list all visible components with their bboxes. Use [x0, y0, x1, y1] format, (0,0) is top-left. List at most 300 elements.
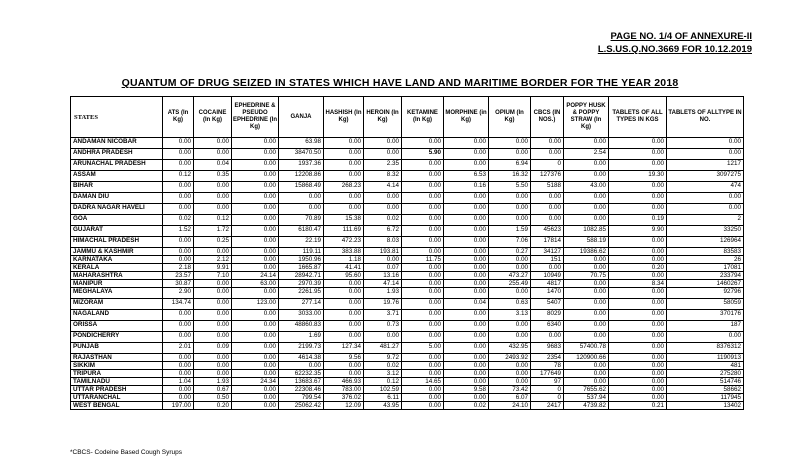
value-cell: 62232.35 — [279, 370, 324, 378]
value-cell: 0 — [531, 386, 564, 394]
footnote: *CBCS- Codeine Based Cough Syrups — [70, 449, 183, 456]
value-cell: 0.00 — [232, 332, 279, 343]
value-cell: 0.00 — [402, 321, 444, 332]
table-row — [71, 288, 744, 299]
value-cell: 1.04 — [163, 378, 194, 386]
value-cell: 0.00 — [609, 370, 667, 378]
value-cell: 0.00 — [444, 370, 489, 378]
table-row — [71, 160, 744, 171]
table-row — [71, 343, 744, 354]
value-cell: 466.93 — [324, 378, 364, 386]
value-cell: 117945 — [667, 394, 744, 402]
value-cell: 0.00 — [402, 160, 444, 171]
value-cell: 0.00 — [194, 182, 232, 193]
value-cell: 1937.36 — [279, 160, 324, 171]
value-cell: 0.00 — [564, 193, 609, 204]
value-cell: 0.00 — [232, 193, 279, 204]
value-cell: 275280 — [667, 370, 744, 378]
value-cell: 0.00 — [232, 204, 279, 215]
value-cell: 83583 — [667, 248, 744, 256]
value-cell: 0.00 — [609, 332, 667, 343]
column-header: TABLETS OF ALLTYPE IN NO. — [667, 97, 744, 138]
value-cell: 0.00 — [609, 149, 667, 160]
value-cell: 1.93 — [364, 288, 402, 299]
value-cell: 0.00 — [444, 226, 489, 237]
table-row — [71, 182, 744, 193]
state-name-cell: ANDHRA PRADESH — [71, 149, 163, 160]
value-cell: 0.00 — [609, 386, 667, 394]
value-cell: 0.00 — [667, 332, 744, 343]
value-cell: 0.00 — [444, 248, 489, 256]
value-cell: 0.00 — [163, 310, 194, 321]
value-cell: 2.54 — [564, 149, 609, 160]
value-cell: 111.69 — [324, 226, 364, 237]
value-cell: 0.00 — [402, 138, 444, 149]
value-cell: 0.00 — [609, 299, 667, 310]
value-cell: 0.00 — [564, 310, 609, 321]
value-cell: 0.00 — [232, 160, 279, 171]
table-row — [71, 193, 744, 204]
table-row — [71, 402, 744, 410]
state-name-cell: GUJARAT — [71, 226, 163, 237]
value-cell: 13402 — [667, 402, 744, 410]
table-row — [71, 264, 744, 272]
value-cell: 6.53 — [444, 171, 489, 182]
column-header: ATS (In Kg) — [163, 97, 194, 138]
value-cell: 0.00 — [232, 248, 279, 256]
value-cell: 1217 — [667, 160, 744, 171]
value-cell: 0.00 — [564, 370, 609, 378]
value-cell: 0.12 — [163, 171, 194, 182]
value-cell: 370176 — [667, 310, 744, 321]
value-cell: 0.00 — [163, 332, 194, 343]
value-cell: 2.90 — [163, 288, 194, 299]
value-cell: 9.58 — [444, 386, 489, 394]
value-cell: 0.00 — [194, 370, 232, 378]
value-cell: 0.04 — [194, 160, 232, 171]
value-cell: 0 — [531, 394, 564, 402]
value-cell: 0.00 — [163, 370, 194, 378]
value-cell: 0.00 — [444, 160, 489, 171]
value-cell: 6340 — [531, 321, 564, 332]
state-name-cell: MIZORAM — [71, 299, 163, 310]
value-cell: 0.00 — [194, 321, 232, 332]
value-cell: 0.00 — [402, 215, 444, 226]
value-cell: 0.20 — [194, 402, 232, 410]
value-cell: 0.00 — [531, 215, 564, 226]
value-cell: 0.00 — [564, 215, 609, 226]
value-cell: 0.00 — [232, 310, 279, 321]
value-cell: 0.00 — [609, 193, 667, 204]
value-cell: 2261.95 — [279, 288, 324, 299]
value-cell: 537.94 — [564, 394, 609, 402]
value-cell: 187 — [667, 321, 744, 332]
value-cell: 0.00 — [489, 193, 531, 204]
state-name-cell: KARNATAKA — [71, 256, 163, 264]
table-row — [71, 362, 744, 370]
value-cell: 0.00 — [324, 288, 364, 299]
value-cell: 47.14 — [364, 280, 402, 288]
value-cell: 17814 — [531, 237, 564, 248]
value-cell: 26 — [667, 256, 744, 264]
table-row — [71, 310, 744, 321]
value-cell: 6.07 — [489, 394, 531, 402]
value-cell: 17081 — [667, 264, 744, 272]
value-cell: 0.00 — [564, 288, 609, 299]
value-cell: 0.00 — [667, 138, 744, 149]
value-cell: 78 — [531, 362, 564, 370]
value-cell: 0.67 — [194, 386, 232, 394]
value-cell: 4739.82 — [564, 402, 609, 410]
value-cell: 0.00 — [402, 182, 444, 193]
value-cell: 193.81 — [364, 248, 402, 256]
value-cell: 0.00 — [364, 256, 402, 264]
value-cell: 0.00 — [609, 248, 667, 256]
value-cell: 0.00 — [609, 310, 667, 321]
value-cell: 0.25 — [194, 237, 232, 248]
value-cell: 1.52 — [163, 226, 194, 237]
value-cell: 4.14 — [364, 182, 402, 193]
column-header: EPHEDRINE & PSEUDO EPHEDRINE (In Kg) — [232, 97, 279, 138]
value-cell: 0.00 — [163, 256, 194, 264]
value-cell: 5.00 — [402, 343, 444, 354]
value-cell: 0.00 — [163, 362, 194, 370]
value-cell: 0.00 — [194, 193, 232, 204]
value-cell: 6180.47 — [279, 226, 324, 237]
value-cell: 0.00 — [444, 310, 489, 321]
value-cell: 1082.85 — [564, 226, 609, 237]
value-cell: 0.00 — [564, 332, 609, 343]
question-reference-line: L.S.US.Q.NO.3669 FOR 10.12.2019 — [597, 44, 752, 55]
value-cell: 2.18 — [163, 264, 194, 272]
value-cell: 233794 — [667, 272, 744, 280]
value-cell: 0.00 — [163, 160, 194, 171]
seizure-table — [70, 96, 744, 410]
value-cell: 134.74 — [163, 299, 194, 310]
value-cell: 0.09 — [194, 343, 232, 354]
value-cell: 0.00 — [444, 204, 489, 215]
table-row — [71, 299, 744, 310]
value-cell: 2199.73 — [279, 343, 324, 354]
value-cell: 0.00 — [667, 204, 744, 215]
column-header: HASHISH (In Kg) — [324, 97, 364, 138]
table-row — [71, 332, 744, 343]
value-cell: 41.41 — [324, 264, 364, 272]
value-cell: 0.00 — [194, 362, 232, 370]
value-cell: 43.95 — [364, 402, 402, 410]
value-cell: 0.00 — [194, 288, 232, 299]
value-cell: 2.01 — [163, 343, 194, 354]
value-cell: 0.00 — [609, 288, 667, 299]
state-name-cell: MAHARASHTRA — [71, 272, 163, 280]
value-cell: 0.00 — [444, 272, 489, 280]
table-row — [71, 204, 744, 215]
value-cell: 0.00 — [163, 394, 194, 402]
value-cell: 0.00 — [232, 370, 279, 378]
value-cell: 127.34 — [324, 343, 364, 354]
value-cell: 473.27 — [489, 272, 531, 280]
value-cell: 0.00 — [324, 280, 364, 288]
value-cell: 9.72 — [364, 354, 402, 362]
value-cell: 0.73 — [364, 321, 402, 332]
state-name-cell: ASSAM — [71, 171, 163, 182]
value-cell: 432.95 — [489, 343, 531, 354]
value-cell: 11.75 — [402, 256, 444, 264]
value-cell: 0.00 — [531, 332, 564, 343]
value-cell: 7.06 — [489, 237, 531, 248]
value-cell: 0.00 — [402, 204, 444, 215]
page-number-line: PAGE NO. 1/4 OF ANNEXURE-II — [610, 31, 752, 42]
value-cell: 25062.42 — [279, 402, 324, 410]
value-cell: 12.09 — [324, 402, 364, 410]
value-cell: 5.50 — [489, 182, 531, 193]
value-cell: 0.00 — [564, 321, 609, 332]
value-cell: 0.02 — [364, 362, 402, 370]
value-cell: 0.00 — [232, 264, 279, 272]
value-cell: 0.00 — [163, 204, 194, 215]
value-cell: 3.12 — [364, 370, 402, 378]
table-row — [71, 138, 744, 149]
state-name-cell: KERALA — [71, 264, 163, 272]
value-cell: 0.00 — [609, 378, 667, 386]
value-cell: 0.00 — [324, 193, 364, 204]
value-cell: 13683.67 — [279, 378, 324, 386]
value-cell: 0.00 — [402, 394, 444, 402]
table-row — [71, 394, 744, 402]
value-cell: 1665.87 — [279, 264, 324, 272]
value-cell: 0.00 — [232, 394, 279, 402]
value-cell: 0.00 — [324, 362, 364, 370]
value-cell: 0.27 — [489, 248, 531, 256]
value-cell: 0.00 — [324, 204, 364, 215]
value-cell: 0 — [531, 160, 564, 171]
value-cell: 0.00 — [444, 288, 489, 299]
value-cell: 0.35 — [194, 171, 232, 182]
value-cell: 10949 — [531, 272, 564, 280]
value-cell: 0.00 — [163, 354, 194, 362]
value-cell: 0.00 — [444, 215, 489, 226]
value-cell: 0.00 — [402, 280, 444, 288]
value-cell: 0.00 — [194, 149, 232, 160]
value-cell: 4614.38 — [279, 354, 324, 362]
value-cell: 799.54 — [279, 394, 324, 402]
value-cell: 8.34 — [609, 280, 667, 288]
value-cell: 0.00 — [489, 264, 531, 272]
table-row — [71, 215, 744, 226]
value-cell: 15.38 — [324, 215, 364, 226]
value-cell: 1.72 — [194, 226, 232, 237]
value-cell: 0.00 — [163, 248, 194, 256]
value-cell: 0.00 — [564, 378, 609, 386]
value-cell: 0.02 — [163, 215, 194, 226]
state-name-cell: WEST BENGAL — [71, 402, 163, 410]
value-cell: 197.00 — [163, 402, 194, 410]
value-cell: 0.00 — [232, 256, 279, 264]
value-cell: 7.10 — [194, 272, 232, 280]
value-cell: 73.42 — [489, 386, 531, 394]
state-name-cell: PONDICHERRY — [71, 332, 163, 343]
column-header: STATES — [71, 97, 163, 138]
value-cell: 0.00 — [232, 149, 279, 160]
value-cell: 22.19 — [279, 237, 324, 248]
value-cell: 514746 — [667, 378, 744, 386]
value-cell: 3.71 — [364, 310, 402, 321]
value-cell: 2354 — [531, 354, 564, 362]
value-cell: 0.00 — [444, 149, 489, 160]
value-cell: 0.00 — [232, 402, 279, 410]
value-cell: 8029 — [531, 310, 564, 321]
table-row — [71, 248, 744, 256]
column-header: COCAINE (In Kg) — [194, 97, 232, 138]
value-cell: 0.00 — [489, 215, 531, 226]
value-cell: 0.00 — [531, 193, 564, 204]
value-cell: 0.00 — [564, 280, 609, 288]
state-name-cell: RAJASTHAN — [71, 354, 163, 362]
value-cell: 9.91 — [194, 264, 232, 272]
value-cell: 0.00 — [444, 332, 489, 343]
value-cell: 0.00 — [609, 237, 667, 248]
table-row — [71, 149, 744, 160]
value-cell: 8.32 — [364, 171, 402, 182]
table-row — [71, 237, 744, 248]
column-header: CBCS (IN NOS.) — [531, 97, 564, 138]
value-cell: 24.10 — [489, 402, 531, 410]
value-cell: 3033.00 — [279, 310, 324, 321]
value-cell: 0.00 — [489, 332, 531, 343]
value-cell: 481 — [667, 362, 744, 370]
value-cell: 0.50 — [194, 394, 232, 402]
value-cell: 5407 — [531, 299, 564, 310]
state-name-cell: SIKKIM — [71, 362, 163, 370]
value-cell: 0.00 — [531, 204, 564, 215]
value-cell: 19386.62 — [564, 248, 609, 256]
value-cell: 0.00 — [163, 321, 194, 332]
value-cell: 0.00 — [232, 343, 279, 354]
value-cell: 0.00 — [489, 378, 531, 386]
column-header: KETAMINE (In Kg) — [402, 97, 444, 138]
value-cell: 95.60 — [324, 272, 364, 280]
table-row — [71, 354, 744, 362]
value-cell: 3.13 — [489, 310, 531, 321]
value-cell: 7655.62 — [564, 386, 609, 394]
value-cell: 0.00 — [444, 264, 489, 272]
table-body — [71, 138, 744, 410]
value-cell: 0.00 — [194, 332, 232, 343]
value-cell: 0.00 — [444, 280, 489, 288]
value-cell: 1.59 — [489, 226, 531, 237]
value-cell: 43.00 — [564, 182, 609, 193]
value-cell: 0.00 — [609, 321, 667, 332]
value-cell: 0.00 — [444, 193, 489, 204]
value-cell: 0.00 — [324, 310, 364, 321]
value-cell: 0.00 — [232, 171, 279, 182]
value-cell: 0.00 — [163, 386, 194, 394]
value-cell: 383.88 — [324, 248, 364, 256]
value-cell: 5.90 — [402, 149, 444, 160]
value-cell: 255.49 — [489, 280, 531, 288]
value-cell: 0.00 — [364, 149, 402, 160]
value-cell: 0.00 — [609, 272, 667, 280]
state-name-cell: MEGHALAYA — [71, 288, 163, 299]
value-cell: 2.35 — [364, 160, 402, 171]
table-row — [71, 321, 744, 332]
value-cell: 0.21 — [609, 402, 667, 410]
value-cell: 0.00 — [232, 288, 279, 299]
value-cell: 2417 — [531, 402, 564, 410]
value-cell: 0.00 — [564, 160, 609, 171]
value-cell: 123.00 — [232, 299, 279, 310]
state-name-cell: PUNJAB — [71, 343, 163, 354]
value-cell: 13.16 — [364, 272, 402, 280]
value-cell: 0.00 — [609, 182, 667, 193]
value-cell: 4817 — [531, 280, 564, 288]
value-cell: 1.93 — [194, 378, 232, 386]
value-cell: 0.00 — [402, 354, 444, 362]
state-name-cell: ARUNACHAL PRADESH — [71, 160, 163, 171]
value-cell: 24.14 — [232, 272, 279, 280]
value-cell: 2970.39 — [279, 280, 324, 288]
value-cell: 0.00 — [444, 394, 489, 402]
table-row — [71, 280, 744, 288]
value-cell: 0.00 — [609, 138, 667, 149]
value-cell: 48860.83 — [279, 321, 324, 332]
table-row — [71, 386, 744, 394]
value-cell: 0.00 — [564, 138, 609, 149]
value-cell: 1.18 — [324, 256, 364, 264]
value-cell: 22308.46 — [279, 386, 324, 394]
value-cell: 3097275 — [667, 171, 744, 182]
value-cell: 474 — [667, 182, 744, 193]
value-cell: 0.00 — [489, 256, 531, 264]
table-header-row — [71, 97, 744, 138]
value-cell: 376.02 — [324, 394, 364, 402]
value-cell: 0.00 — [402, 226, 444, 237]
value-cell: 0.00 — [667, 149, 744, 160]
value-cell: 0.20 — [609, 264, 667, 272]
value-cell: 1950.96 — [279, 256, 324, 264]
state-name-cell: ANDAMAN NICOBAR — [71, 138, 163, 149]
value-cell: 119.11 — [279, 248, 324, 256]
state-name-cell: ORISSA — [71, 321, 163, 332]
value-cell: 0.00 — [531, 264, 564, 272]
value-cell: 0.00 — [402, 402, 444, 410]
value-cell: 63.98 — [279, 138, 324, 149]
value-cell: 0.00 — [402, 362, 444, 370]
value-cell: 0.00 — [609, 343, 667, 354]
value-cell: 0.00 — [402, 386, 444, 394]
value-cell: 0.00 — [364, 193, 402, 204]
value-cell: 151 — [531, 256, 564, 264]
value-cell: 0.00 — [402, 264, 444, 272]
value-cell: 0.00 — [609, 394, 667, 402]
value-cell: 481.27 — [364, 343, 402, 354]
value-cell: 0.00 — [194, 354, 232, 362]
value-cell: 268.23 — [324, 182, 364, 193]
value-cell: 0.00 — [609, 362, 667, 370]
value-cell: 0.00 — [444, 354, 489, 362]
value-cell: 0.00 — [609, 204, 667, 215]
value-cell: 0.00 — [402, 310, 444, 321]
value-cell: 0.00 — [232, 138, 279, 149]
value-cell: 15868.49 — [279, 182, 324, 193]
value-cell: 0.00 — [402, 248, 444, 256]
value-cell: 0.00 — [564, 362, 609, 370]
value-cell: 0.00 — [232, 182, 279, 193]
value-cell: 6.11 — [364, 394, 402, 402]
value-cell: 0.00 — [279, 362, 324, 370]
value-cell: 0.00 — [324, 149, 364, 160]
value-cell: 0.00 — [444, 362, 489, 370]
